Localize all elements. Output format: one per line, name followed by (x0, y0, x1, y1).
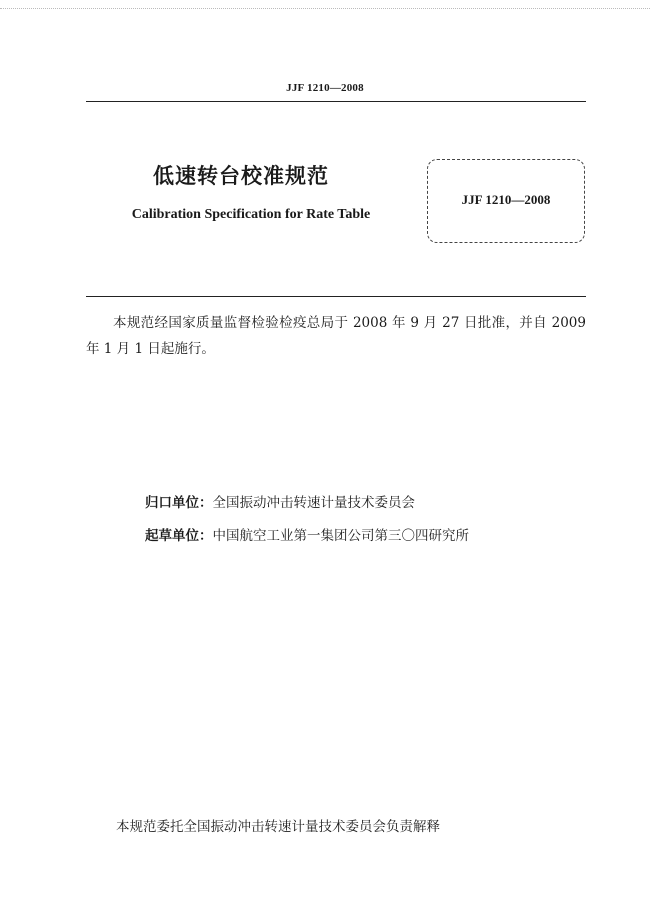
header-standard-code: JJF 1210—2008 (286, 82, 364, 94)
standard-code-box-text: JJF 1210—2008 (461, 192, 551, 207)
scan-edge-line (0, 8, 650, 9)
approval-statement: 本规范经国家质量监督检验检疫总局于 2008 年 9 月 27 日批准，并自 2009 年 1 月 1 日起施行。 (86, 315, 586, 357)
responsible-unit-line (145, 491, 585, 511)
section-rule (86, 296, 586, 297)
drafting-unit-value: 中国航空工业第一集团公司第三〇四研究所 (212, 528, 469, 544)
responsible-unit-label: 归口单位： (145, 495, 213, 511)
drafting-unit-label: 起草单位： (145, 528, 213, 544)
title-english: Calibration Specification for Rate Table (131, 207, 371, 222)
responsible-unit-value: 全国振动冲击转速计量技术委员会 (212, 495, 415, 511)
title-chinese: 低速转台校准规范 (153, 164, 329, 188)
header-rule (86, 101, 586, 102)
interpretation-note: 本规范委托全国振动冲击转速计量技术委员会负责解释 (116, 819, 440, 835)
drafting-unit-line (145, 524, 585, 544)
